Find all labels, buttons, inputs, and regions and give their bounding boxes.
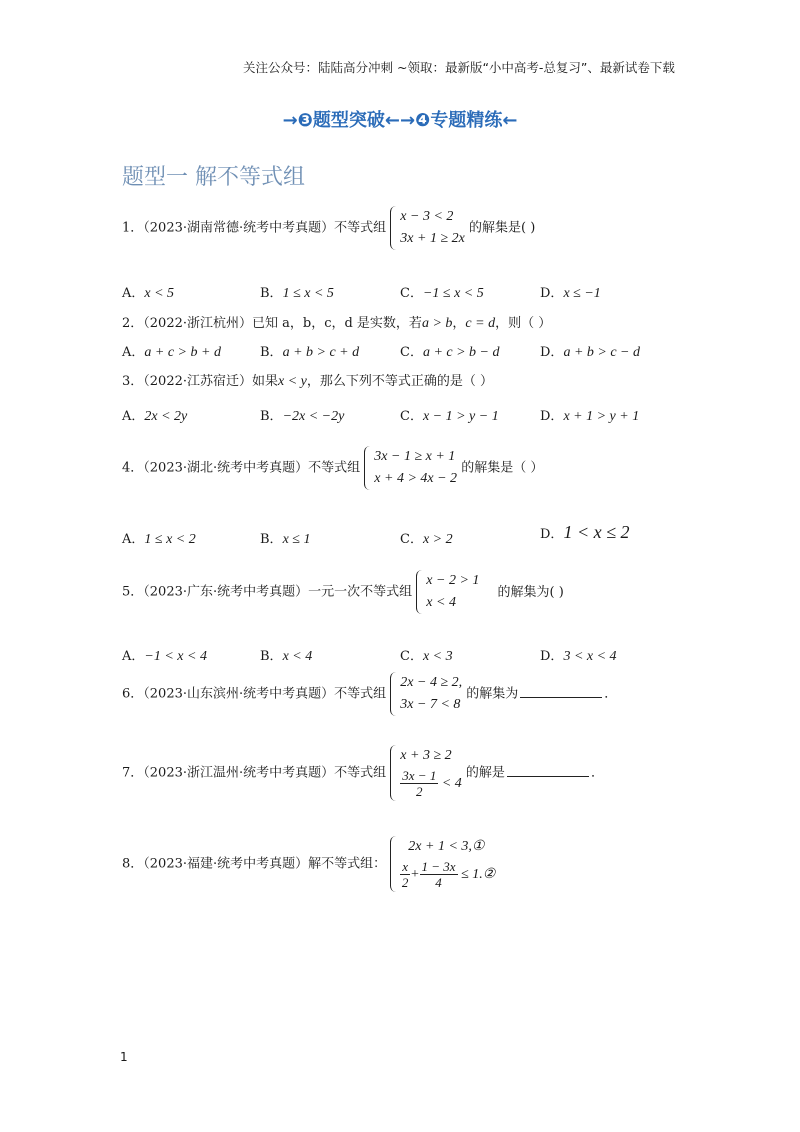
option-a[interactable]: A．a + c > b + d: [122, 345, 221, 360]
option-c[interactable]: C．x < 3: [400, 649, 453, 664]
system-line: x − 2 > 1: [426, 573, 480, 588]
question-number: 5．: [122, 584, 144, 600]
inequality-system: [390, 745, 462, 801]
question-3: [122, 370, 493, 390]
system-line: x + 4 > 4x − 2: [374, 471, 458, 486]
condition: x < y: [278, 374, 307, 389]
question-source: （2022·江苏宿迁）如果: [143, 374, 278, 389]
page-header: 关注公众号：陆陆高分冲刺 ~领取：最新版“小中高考-总复习”、最新试卷下载: [243, 60, 675, 75]
question-source: （2023·山东滨州·统考中考真题）不等式组: [143, 686, 387, 702]
question-source: （2023·湖北·统考中考真题）不等式组: [143, 460, 361, 476]
option-c[interactable]: C．x > 2: [400, 532, 453, 547]
system-line: 2x + 1 < 3,①: [408, 839, 485, 854]
question-source: （2023·广东·统考中考真题）一元一次不等式组: [143, 584, 413, 600]
fraction: $\frac{3x - 1}{2}$: [402, 768, 437, 800]
question-tail: 的解集是( ): [468, 220, 536, 236]
option-a[interactable]: A．x < 5: [122, 286, 175, 301]
page-number: 1: [120, 1050, 128, 1064]
system-line: 2x − 4 ≥ 2,: [400, 675, 463, 690]
question-4: [122, 446, 543, 490]
option-a[interactable]: A．1 ≤ x < 2: [122, 532, 196, 547]
question-number: 6．: [122, 686, 144, 702]
question-number: 1．: [122, 220, 144, 236]
question-number: 7．: [122, 765, 144, 781]
inequality-system: [390, 836, 495, 892]
question-end: ．: [590, 765, 604, 781]
inequality-system: [364, 446, 457, 490]
option-b[interactable]: B．x ≤ 1: [260, 532, 311, 547]
question-2: [122, 312, 551, 332]
fraction: $\frac{x}{2}$: [401, 859, 409, 891]
option-b[interactable]: B．a + b > c + d: [260, 345, 360, 360]
option-d[interactable]: D．x ≤ −1: [540, 286, 601, 301]
option-d[interactable]: D．1 < x ≤ 2: [540, 522, 630, 542]
question-source: （2023·浙江温州·统考中考真题）不等式组: [143, 765, 387, 781]
system-line: 3x − 7 < 8: [400, 697, 461, 712]
fraction: $\frac{1 - 3x}{4}$: [421, 859, 456, 891]
question-tail: 的解集为( ): [497, 584, 564, 600]
system-line: $\frac{3x - 1}{2}$ < 4: [402, 768, 462, 800]
question-number: 4．: [122, 460, 144, 476]
option-b[interactable]: B．x < 4: [260, 649, 313, 664]
answer-blank[interactable]: [507, 776, 589, 777]
system-line: $\frac{x}{2}$ + $\frac{1 - 3x}{4}$ ≤ 1.②: [401, 859, 496, 891]
question-end: ．: [604, 686, 618, 702]
condition-1: a > b: [421, 316, 453, 331]
question-8: [122, 836, 495, 892]
question-number: 8．: [122, 856, 144, 872]
section-title: 题型一 解不等式组: [122, 165, 305, 190]
option-b[interactable]: B．1 ≤ x < 5: [260, 286, 334, 301]
question-source: （2023·福建·统考中考真题）解不等式组：: [143, 856, 387, 872]
system-line: x < 4: [426, 595, 456, 610]
system-line: 3x − 1 ≥ x + 1: [374, 449, 456, 464]
system-line: 3x + 1 ≥ 2x: [400, 231, 465, 246]
question-5: [122, 570, 564, 614]
question-tail: 的解是: [465, 765, 505, 781]
option-d[interactable]: D．x + 1 > y + 1: [540, 409, 640, 424]
separator: ，: [452, 316, 466, 331]
system-line: x − 3 < 2: [400, 209, 454, 224]
question-number: 2．: [122, 316, 144, 331]
option-b[interactable]: B．−2x < −2y: [260, 409, 345, 424]
inequality-system: [390, 206, 465, 250]
option-d[interactable]: D．a + b > c − d: [540, 345, 640, 360]
condition-2: c = d: [465, 316, 496, 331]
question-1: [122, 206, 535, 250]
option-a[interactable]: A．2x < 2y: [122, 409, 188, 424]
question-tail: 的解集为: [466, 686, 519, 702]
inequality-system: [416, 570, 479, 614]
option-d[interactable]: D．3 < x < 4: [540, 649, 617, 664]
question-source: （2023·湖南常德·统考中考真题）不等式组: [143, 220, 387, 236]
question-6: [122, 672, 617, 716]
question-source: （2022·浙江杭州）已知 a，b，c，d 是实数，若: [143, 316, 422, 331]
option-c[interactable]: C．a + c > b − d: [400, 345, 500, 360]
nav-banner: →❸题型突破←→❹专题精练←: [282, 110, 518, 131]
question-tail: ，则（ ）: [495, 316, 552, 331]
inequality-system: [390, 672, 462, 716]
option-a[interactable]: A．−1 < x < 4: [122, 649, 207, 664]
question-number: 3．: [122, 374, 144, 389]
answer-blank[interactable]: [520, 697, 602, 698]
question-7: [122, 745, 604, 801]
question-tail: 的解集是（ ）: [461, 460, 544, 476]
option-c[interactable]: C．−1 ≤ x < 5: [400, 286, 484, 301]
system-line: x + 3 ≥ 2: [400, 748, 452, 763]
option-c[interactable]: C．x − 1 > y − 1: [400, 409, 499, 424]
question-tail: ，那么下列不等式正确的是（ ）: [306, 374, 494, 389]
